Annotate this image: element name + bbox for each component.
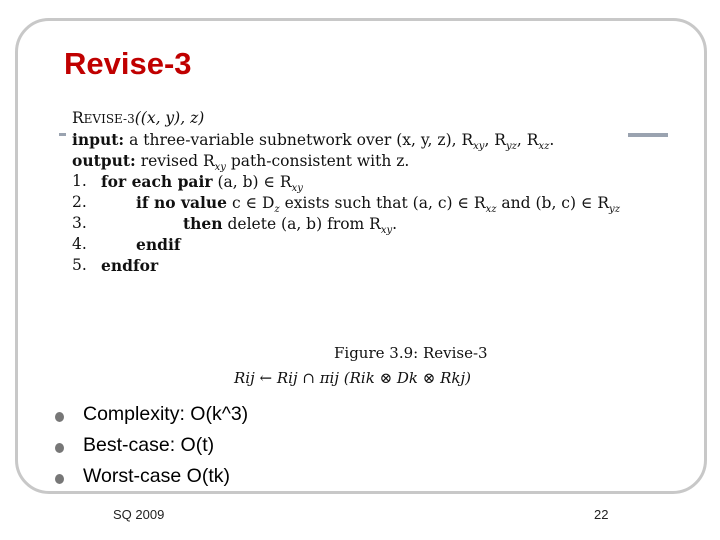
bullet-text: Best-case: O(t) <box>83 434 215 456</box>
algo-line-2 <box>72 193 632 216</box>
output-text: revised R <box>140 152 215 170</box>
decorative-bar-small <box>59 133 66 136</box>
slide-title: Revise-3 <box>64 46 192 81</box>
input-text3: , R <box>484 131 506 149</box>
line-text: (a, b) ∈ R <box>212 173 292 191</box>
figure-caption: Figure 3.9: Revise-3 <box>334 344 488 362</box>
line-sub: z <box>274 204 280 216</box>
output-sub: xy <box>214 162 226 174</box>
input-text5: , R <box>516 131 539 149</box>
line-sub: xy <box>291 183 303 195</box>
algorithm-input <box>72 130 554 152</box>
algorithm-output <box>72 151 409 173</box>
algo-name-prefix: R <box>72 109 84 127</box>
input-keyword: input: <box>72 130 125 149</box>
algo-name-rest: EVISE-3 <box>83 112 135 126</box>
line-sub2: xz <box>485 204 497 216</box>
output-text2: path-consistent with z. <box>225 152 410 170</box>
line-text: c ∈ D <box>227 194 275 212</box>
line-text2: exists such that (a, c) ∈ R <box>279 194 486 212</box>
footer-text: SQ 2009 <box>113 507 165 522</box>
input-sub-xz: xz <box>538 141 550 153</box>
line-text: delete (a, b) from R <box>222 215 381 233</box>
algo-line-4 <box>72 235 632 255</box>
algo-line-1 <box>72 172 632 195</box>
line-keyword: then <box>183 214 223 233</box>
algo-line-5 <box>72 256 632 276</box>
algorithm-name <box>72 109 204 127</box>
line-number: 2. <box>72 193 87 211</box>
line-number: 1. <box>72 172 87 190</box>
input-sub-xy: xy <box>473 141 485 153</box>
revise-formula: Rij ← Rij ∩ πij (Rik ⊗ Dk ⊗ Rkj) <box>234 369 472 387</box>
line-sub3: yz <box>609 204 620 216</box>
line-keyword: if no value <box>136 193 228 212</box>
line-number: 4. <box>72 235 87 253</box>
line-text3: and (b, c) ∈ R <box>496 194 610 212</box>
algo-line-3 <box>72 214 632 237</box>
input-text7: . <box>549 131 555 149</box>
bullet-icon <box>55 412 64 422</box>
bullet-text: Worst-case O(tk) <box>83 465 230 487</box>
line-text2: . <box>392 215 398 233</box>
input-text: a three-variable subnetwork over (x, y, z), R <box>129 131 474 149</box>
bullet-text: Complexity: O(k^3) <box>83 403 249 425</box>
page-number: 22 <box>594 507 609 522</box>
line-keyword: endfor <box>101 256 159 275</box>
line-number: 5. <box>72 256 87 274</box>
algo-name-args: ((x, y), z) <box>134 109 205 127</box>
input-sub-yz: yz <box>505 141 517 153</box>
bullet-icon <box>55 443 64 453</box>
output-keyword: output: <box>72 151 136 170</box>
line-sub: xy <box>380 225 393 237</box>
line-keyword: for each pair <box>101 172 213 191</box>
bullet-icon <box>55 474 64 484</box>
decorative-bar <box>628 133 668 137</box>
line-keyword: endif <box>136 235 181 254</box>
line-number: 3. <box>72 214 87 232</box>
